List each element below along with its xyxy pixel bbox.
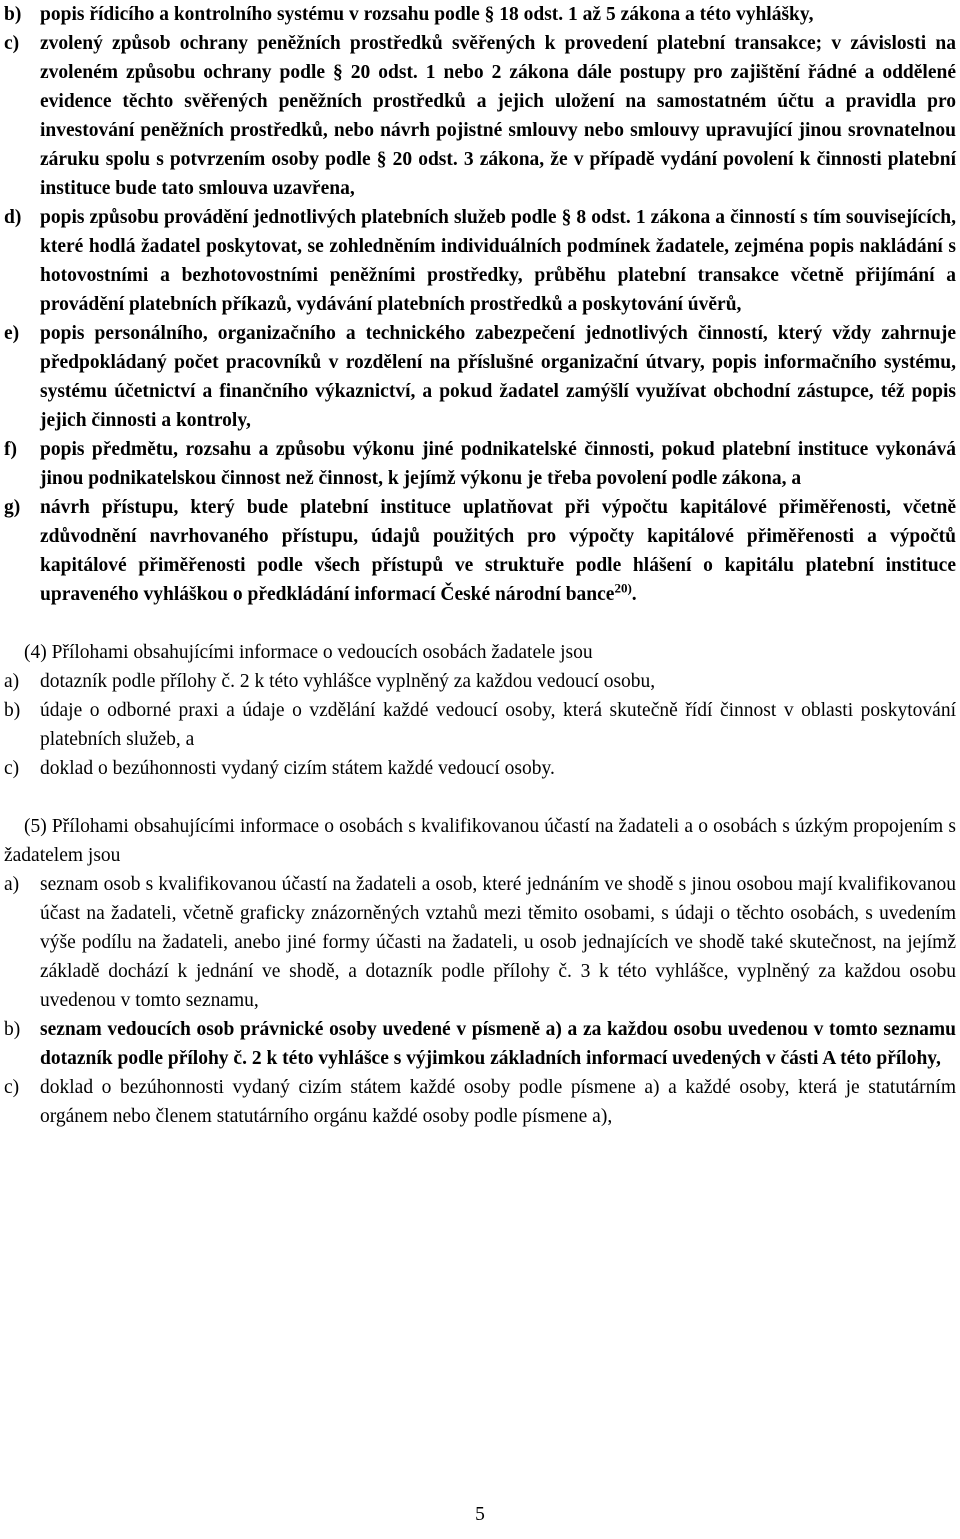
page-number: 5 (475, 1504, 485, 1525)
list-item-b (4, 0, 956, 29)
list-item-text: údaje o odborné praxi a údaje o vzdělání každé vedoucí osoby, která skutečně řídí činnost v oblasti poskytování platebních služeb, a (40, 700, 956, 750)
list-marker: d) (4, 207, 22, 228)
list-item-c (4, 29, 956, 203)
list-item (4, 1015, 956, 1073)
list-item-text: doklad o bezúhonnosti vydaný cizím státem každé vedoucí osoby. (40, 758, 555, 779)
list-item-main-text: návrh přístupu, který bude platební instituce uplatňovat při výpočtu kapitálové přiměřenosti, včetně zdůvodnění navrhovaného přístupu, údajů použitých pro výpočty kapitálové přiměřenosti a výpočtů kapitálové přiměřenosti podle všech přístupů ve struktuře podle hlášení o kapitálu platební instituce upraveného vyhláškou o předkládání informací České národní bance (40, 497, 956, 605)
list-item-text: doklad o bezúhonnosti vydaný cizím státem každé osoby podle písmene a) a každé osoby, která je statutárním orgánem nebo členem statutárního orgánu každé osoby podle písmene a), (40, 1077, 956, 1127)
list-marker: c) (4, 33, 20, 54)
list-marker: g) (4, 497, 21, 518)
paragraph-5-intro: (5) Přílohami obsahujícími informace o osobách s kvalifikovanou účastí na žadateli a o osobách s úzkým propojením s žadatelem jsou (4, 816, 956, 866)
list-item-g (4, 493, 956, 609)
list-marker: f) (4, 439, 17, 460)
list-item-e (4, 319, 956, 435)
page-content (4, 0, 956, 1131)
list-marker: a) (4, 671, 20, 692)
list-item-f (4, 435, 956, 493)
list-marker: b) (4, 700, 21, 721)
list-item-text: seznam osob s kvalifikovanou účastí na žadateli a osob, které jednáním ve shodě s jinou osobou mají kvalifikovanou účast na žadateli, včetně graficky znázorněných vztahů mezi těmito osobami, s údaji o těchto osobách, s uvedením výše podílu na žadateli, anebo jiné formy účasti na žadateli, u osob jednajících ve shodě také skutečnost, na jejímž základě dochází k jednání ve shodě, a dotazník podle přílohy č. 3 k této vyhlášce, vyplněný za každou osobu uvedenou v tomto seznamu, (40, 874, 956, 1011)
list-item-text: dotazník podle přílohy č. 2 k této vyhlášce vyplněný za každou vedoucí osobu, (40, 671, 656, 692)
list-marker: a) (4, 874, 20, 895)
list-item-text: popis předmětu, rozsahu a způsobu výkonu jiné podnikatelské činnosti, pokud platební instituce vykonává jinou podnikatelskou činnost než činnost, k jejímž výkonu je třeba povolení podle zákona, a (40, 439, 956, 489)
list-marker: c) (4, 1077, 20, 1098)
list-item (4, 667, 956, 696)
list-item-text (40, 493, 956, 609)
list-item-text: popis řídicího a kontrolního systému v rozsahu podle § 18 odst. 1 až 5 zákona a této vyhlášky, (40, 4, 814, 25)
list-item (4, 1073, 956, 1131)
paragraph-4-intro: (4) Přílohami obsahujícími informace o vedoucích osobách žadatele jsou (24, 642, 593, 663)
bold-items-block (4, 0, 956, 609)
list-item-text: zvolený způsob ochrany peněžních prostředků svěřených k provedení platební transakce; v závislosti na zvoleném způsobu ochrany podle § 20 odst. 1 nebo 2 zákona dále postupy pro zajištění řádné a oddělené evidence těchto svěřených peněžních prostředků a jejich uložení na samostatném účtu a pravidla pro investování peněžních prostředků, nebo návrh pojistné smlouvy nebo smlouvy upravující jinou srovnatelnou záruku spolu s potvrzením osoby podle § 20 odst. 3 zákona, že v případě vydání povolení k činnosti platební instituce bude tato smlouva uzavřena, (40, 33, 956, 199)
list-item (4, 870, 956, 1015)
list-item-suffix: . (631, 584, 637, 605)
list-marker: b) (4, 1019, 21, 1040)
list-item (4, 754, 956, 783)
list-marker: e) (4, 323, 20, 344)
footnote-reference: 20) (614, 580, 632, 596)
list-item (4, 696, 956, 754)
list-item-text: popis způsobu provádění jednotlivých platebních služeb podle § 8 odst. 1 zákona a činností s tím souvisejících, které hodlá žadatel poskytovat, se zohledněním individuálních podmínek žadatele, zejména popis nakládání s hotovostními a bezhotovostními peněžními prostředky, průběhu platební transakce včetně přijímání a provádění platebních příkazů, vydávání platebních prostředků a poskytování úvěrů, (40, 207, 956, 315)
list-item-d (4, 203, 956, 319)
list-marker: c) (4, 758, 20, 779)
list-marker: b) (4, 4, 22, 25)
list-item-text: popis personálního, organizačního a technického zabezpečení jednotlivých činností, který vždy zahrnuje předpokládaný počet pracovníků v rozdělení na příslušné organizační útvary, popis informačního systému, systému účetnictví a finančního výkaznictví, a pokud žadatel zamýšlí využívat obchodní zástupce, též popis jejich činnosti a kontroly, (40, 323, 956, 431)
list-item-text: seznam vedoucích osob právnické osoby uvedené v písmeně a) a za každou osobu uvedenou v tomto seznamu dotazník podle přílohy č. 2 k této vyhlášce s výjimkou základních informací uvedených v části A této přílohy, (40, 1019, 956, 1069)
